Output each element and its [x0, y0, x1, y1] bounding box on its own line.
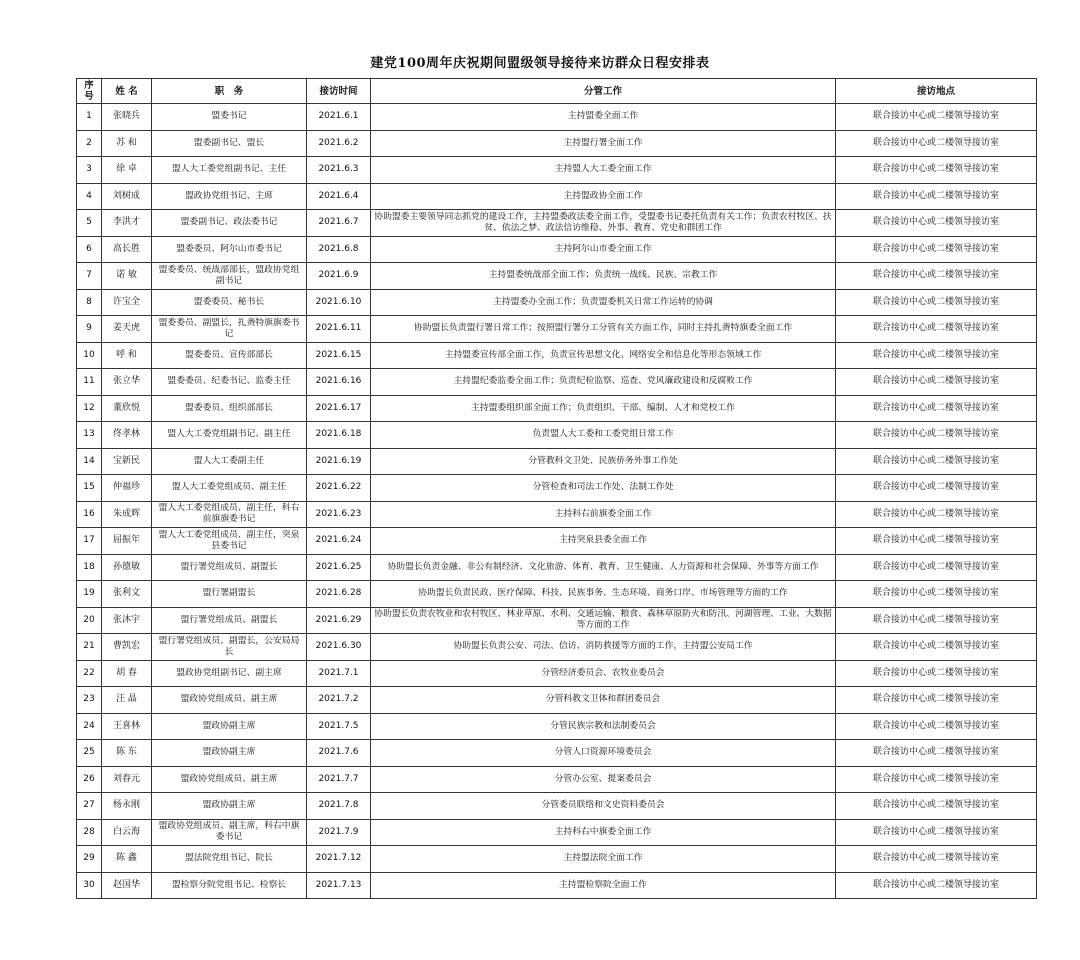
cell-position: 盟政协副主席: [152, 713, 307, 740]
cell-visit-location: 联合接访中心或二楼领导接访室: [836, 846, 1037, 873]
cell-index: 25: [77, 740, 102, 767]
header-position: 职 务: [152, 79, 307, 104]
table-row: [77, 289, 1037, 316]
cell-responsibilities: 分管委员联络和文史资料委员会: [371, 793, 836, 820]
cell-name: 佟孝林: [102, 422, 152, 449]
cell-visit-location: 联合接访中心或二楼领导接访室: [836, 554, 1037, 581]
cell-index: 24: [77, 713, 102, 740]
cell-visit-date: 2021.6.17: [307, 395, 371, 422]
cell-visit-location: 联合接访中心或二楼领导接访室: [836, 766, 1037, 793]
cell-position: 盟政协党组成员、副主席，科右中旗委书记: [152, 819, 307, 846]
cell-index: 23: [77, 687, 102, 714]
cell-visit-date: 2021.6.22: [307, 475, 371, 502]
cell-index: 29: [77, 846, 102, 873]
cell-name: 董欣悦: [102, 395, 152, 422]
cell-name: 陈 鑫: [102, 846, 152, 873]
table-row: [77, 554, 1037, 581]
cell-position: 盟人大工委副主任: [152, 448, 307, 475]
cell-name: 诺 敏: [102, 263, 152, 290]
cell-name: 曹凯宏: [102, 634, 152, 661]
cell-responsibilities: 主持盟政协全面工作: [371, 183, 836, 210]
table-row: [77, 263, 1037, 290]
cell-visit-date: 2021.6.2: [307, 130, 371, 157]
table-row: [77, 130, 1037, 157]
table-header-row: [77, 79, 1037, 104]
cell-visit-location: 联合接访中心或二楼领导接访室: [836, 793, 1037, 820]
table-row: [77, 846, 1037, 873]
cell-visit-date: 2021.6.28: [307, 581, 371, 608]
cell-responsibilities: 主持盟纪委监委全面工作；负责纪检监察、巡查、党风廉政建设和反腐败工作: [371, 369, 836, 396]
cell-index: 16: [77, 501, 102, 528]
header-index: 序号: [77, 79, 102, 104]
cell-name: 杨永刚: [102, 793, 152, 820]
cell-visit-location: 联合接访中心或二楼领导接访室: [836, 422, 1037, 449]
table-row: [77, 475, 1037, 502]
cell-responsibilities: 主持盟委组织部全面工作；负责组织、干部、编制、人才和党校工作: [371, 395, 836, 422]
cell-responsibilities: 主持突泉县委全面工作: [371, 528, 836, 555]
cell-visit-location: 联合接访中心或二楼领导接访室: [836, 872, 1037, 899]
cell-responsibilities: 协助盟长负责公安、司法、信访、消防救援等方面的工作，主持盟公安局工作: [371, 634, 836, 661]
cell-name: 张晓兵: [102, 104, 152, 131]
cell-name: 陈 东: [102, 740, 152, 767]
table-row: [77, 316, 1037, 343]
cell-visit-location: 联合接访中心或二楼领导接访室: [836, 819, 1037, 846]
cell-index: 30: [77, 872, 102, 899]
cell-name: 屈振年: [102, 528, 152, 555]
cell-position: 盟委委员、纪委书记、监委主任: [152, 369, 307, 396]
table-row: [77, 422, 1037, 449]
cell-visit-date: 2021.7.8: [307, 793, 371, 820]
cell-name: 呼 和: [102, 342, 152, 369]
cell-index: 15: [77, 475, 102, 502]
header-responsibilities: 分管工作: [371, 79, 836, 104]
cell-visit-date: 2021.6.24: [307, 528, 371, 555]
cell-visit-date: 2021.7.5: [307, 713, 371, 740]
cell-index: 18: [77, 554, 102, 581]
cell-index: 19: [77, 581, 102, 608]
cell-position: 盟委委员、阿尔山市委书记: [152, 236, 307, 263]
cell-position: 盟委委员、秘书长: [152, 289, 307, 316]
header-visit-date: 接访时间: [307, 79, 371, 104]
cell-visit-location: 联合接访中心或二楼领导接访室: [836, 369, 1037, 396]
table-row: [77, 501, 1037, 528]
cell-responsibilities: 主持盟委办全面工作；负责盟委机关日常工作运转的协调: [371, 289, 836, 316]
cell-position: 盟政协副主席: [152, 740, 307, 767]
cell-responsibilities: 分管教科文卫处、民族侨务外事工作处: [371, 448, 836, 475]
cell-index: 4: [77, 183, 102, 210]
cell-responsibilities: 主持科右前旗委全面工作: [371, 501, 836, 528]
cell-responsibilities: 协助盟委主要领导同志抓党的建设工作，主持盟委政法委全面工作，受盟委书记委托负责有关工作；负责农村牧区、扶贫、依法之梦、政法信访维稳、外事、教育、党史和群团工作: [371, 210, 836, 237]
cell-visit-date: 2021.6.7: [307, 210, 371, 237]
cell-visit-date: 2021.6.30: [307, 634, 371, 661]
cell-index: 14: [77, 448, 102, 475]
table-row: [77, 581, 1037, 608]
cell-position: 盟政协党组成员、副主席: [152, 687, 307, 714]
cell-position: 盟委委员、宣传部部长: [152, 342, 307, 369]
cell-responsibilities: 主持盟委全面工作: [371, 104, 836, 131]
cell-responsibilities: 协助盟长负责民政、医疗保障、科技、民族事务、生态环境、商务口岸、市场管理等方面的工作: [371, 581, 836, 608]
cell-visit-date: 2021.6.10: [307, 289, 371, 316]
cell-index: 12: [77, 395, 102, 422]
cell-responsibilities: 主持阿尔山市委全面工作: [371, 236, 836, 263]
cell-responsibilities: 主持盟人大工委全面工作: [371, 157, 836, 184]
cell-visit-location: 联合接访中心或二楼领导接访室: [836, 183, 1037, 210]
cell-visit-date: 2021.6.29: [307, 607, 371, 634]
cell-index: 20: [77, 607, 102, 634]
cell-index: 21: [77, 634, 102, 661]
cell-responsibilities: 分管民族宗教和法制委员会: [371, 713, 836, 740]
cell-visit-location: 联合接访中心或二楼领导接访室: [836, 687, 1037, 714]
table-body: [77, 104, 1037, 899]
cell-visit-date: 2021.7.9: [307, 819, 371, 846]
table-row: [77, 634, 1037, 661]
cell-position: 盟行署党组成员、副盟长，公安局局长: [152, 634, 307, 661]
cell-visit-date: 2021.6.3: [307, 157, 371, 184]
schedule-table: [76, 78, 1037, 899]
cell-position: 盟人大工委党组成员、副主任，科右前旗旗委书记: [152, 501, 307, 528]
table-row: [77, 528, 1037, 555]
cell-visit-location: 联合接访中心或二楼领导接访室: [836, 501, 1037, 528]
cell-visit-location: 联合接访中心或二楼领导接访室: [836, 740, 1037, 767]
cell-responsibilities: 分管人口资源环境委员会: [371, 740, 836, 767]
cell-position: 盟政协副主席: [152, 793, 307, 820]
cell-visit-date: 2021.7.2: [307, 687, 371, 714]
cell-visit-date: 2021.6.9: [307, 263, 371, 290]
cell-name: 张立华: [102, 369, 152, 396]
cell-responsibilities: 分管科教文卫体和群团委员会: [371, 687, 836, 714]
cell-index: 8: [77, 289, 102, 316]
cell-index: 7: [77, 263, 102, 290]
cell-responsibilities: 主持盟检察院全面工作: [371, 872, 836, 899]
table-row: [77, 157, 1037, 184]
cell-position: 盟人大工委党组成员、副主任: [152, 475, 307, 502]
cell-index: 22: [77, 660, 102, 687]
cell-name: 苏 和: [102, 130, 152, 157]
cell-visit-date: 2021.6.8: [307, 236, 371, 263]
cell-visit-location: 联合接访中心或二楼领导接访室: [836, 342, 1037, 369]
header-name: 姓 名: [102, 79, 152, 104]
cell-responsibilities: 分管检查和司法工作处、法制工作处: [371, 475, 836, 502]
cell-responsibilities: 主持盟委宣传部全面工作，负责宣传思想文化、网络安全和信息化等形态领域工作: [371, 342, 836, 369]
cell-visit-date: 2021.6.18: [307, 422, 371, 449]
cell-visit-date: 2021.6.4: [307, 183, 371, 210]
cell-position: 盟委委员、副盟长，扎赉特旗旗委书记: [152, 316, 307, 343]
cell-index: 6: [77, 236, 102, 263]
table-row: [77, 660, 1037, 687]
cell-position: 盟行署党组成员、副盟长: [152, 554, 307, 581]
table-row: [77, 342, 1037, 369]
cell-position: 盟政协党组书记、主席: [152, 183, 307, 210]
cell-responsibilities: 分管办公室、提案委员会: [371, 766, 836, 793]
cell-position: 盟政协党组成员、副主席: [152, 766, 307, 793]
cell-responsibilities: 分管经济委员会、农牧业委员会: [371, 660, 836, 687]
cell-visit-location: 联合接访中心或二楼领导接访室: [836, 316, 1037, 343]
cell-responsibilities: 协助盟长负责农牧业和农村牧区、林业草原、水利、交通运输、粮食、森林草原防火和防汛、河湖管理、工业、大数据等方面的工作: [371, 607, 836, 634]
cell-name: 高长胜: [102, 236, 152, 263]
cell-visit-location: 联合接访中心或二楼领导接访室: [836, 660, 1037, 687]
table-row: [77, 210, 1037, 237]
table-row: [77, 395, 1037, 422]
cell-name: 姜天虎: [102, 316, 152, 343]
cell-visit-date: 2021.6.16: [307, 369, 371, 396]
cell-visit-location: 联合接访中心或二楼领导接访室: [836, 713, 1037, 740]
cell-visit-location: 联合接访中心或二楼领导接访室: [836, 157, 1037, 184]
cell-responsibilities: 协助盟长负责金融、非公有制经济、文化旅游、体育、教育、卫生健康、人力资源和社会保障、外事等方面工作: [371, 554, 836, 581]
cell-position: 盟人大工委党组成员、副主任，突泉县委书记: [152, 528, 307, 555]
cell-visit-date: 2021.6.11: [307, 316, 371, 343]
cell-position: 盟行署副盟长: [152, 581, 307, 608]
cell-index: 27: [77, 793, 102, 820]
cell-index: 5: [77, 210, 102, 237]
cell-responsibilities: 主持科右中旗委全面工作: [371, 819, 836, 846]
cell-position: 盟委副书记、政法委书记: [152, 210, 307, 237]
cell-name: 宝新民: [102, 448, 152, 475]
table-row: [77, 104, 1037, 131]
cell-name: 张利文: [102, 581, 152, 608]
cell-position: 盟行署党组成员、副盟长: [152, 607, 307, 634]
cell-name: 张沐宇: [102, 607, 152, 634]
table-row: [77, 236, 1037, 263]
cell-index: 26: [77, 766, 102, 793]
cell-name: 仲福珍: [102, 475, 152, 502]
cell-visit-date: 2021.6.1: [307, 104, 371, 131]
table-row: [77, 766, 1037, 793]
cell-visit-date: 2021.6.25: [307, 554, 371, 581]
cell-visit-date: 2021.6.19: [307, 448, 371, 475]
cell-index: 28: [77, 819, 102, 846]
document-title: 建党100周年庆祝期间盟级领导接待来访群众日程安排表: [370, 56, 710, 71]
cell-name: 刘春元: [102, 766, 152, 793]
cell-name: 许宝全: [102, 289, 152, 316]
cell-responsibilities: 主持盟行署全面工作: [371, 130, 836, 157]
cell-position: 盟委委员、组织部部长: [152, 395, 307, 422]
cell-name: 王喜林: [102, 713, 152, 740]
cell-name: 徐 卓: [102, 157, 152, 184]
cell-position: 盟委书记: [152, 104, 307, 131]
cell-name: 李洪才: [102, 210, 152, 237]
table-row: [77, 448, 1037, 475]
cell-visit-date: 2021.7.1: [307, 660, 371, 687]
cell-name: 朱成辉: [102, 501, 152, 528]
table-row: [77, 687, 1037, 714]
table-row: [77, 607, 1037, 634]
cell-responsibilities: 协助盟长负责盟行署日常工作；按照盟行署分工分管有关方面工作，同时主持扎赉特旗委全面工作: [371, 316, 836, 343]
cell-responsibilities: 负责盟人大工委和工委党组日常工作: [371, 422, 836, 449]
cell-visit-location: 联合接访中心或二楼领导接访室: [836, 210, 1037, 237]
table-row: [77, 793, 1037, 820]
cell-position: 盟委委员、统战部部长，盟政协党组副书记: [152, 263, 307, 290]
cell-position: 盟检察分院党组书记、检察长: [152, 872, 307, 899]
cell-index: 1: [77, 104, 102, 131]
cell-visit-location: 联合接访中心或二楼领导接访室: [836, 104, 1037, 131]
table-row: [77, 713, 1037, 740]
cell-visit-date: 2021.7.7: [307, 766, 371, 793]
table-row: [77, 819, 1037, 846]
cell-visit-date: 2021.7.12: [307, 846, 371, 873]
cell-index: 13: [77, 422, 102, 449]
cell-visit-location: 联合接访中心或二楼领导接访室: [836, 581, 1037, 608]
cell-visit-date: 2021.6.23: [307, 501, 371, 528]
cell-visit-location: 联合接访中心或二楼领导接访室: [836, 395, 1037, 422]
cell-name: 赵国华: [102, 872, 152, 899]
cell-visit-location: 联合接访中心或二楼领导接访室: [836, 289, 1037, 316]
cell-index: 3: [77, 157, 102, 184]
table-row: [77, 872, 1037, 899]
cell-position: 盟法院党组书记、院长: [152, 846, 307, 873]
cell-index: 9: [77, 316, 102, 343]
table-row: [77, 183, 1037, 210]
cell-visit-date: 2021.7.6: [307, 740, 371, 767]
cell-index: 17: [77, 528, 102, 555]
cell-index: 10: [77, 342, 102, 369]
cell-position: 盟政协党组副书记、副主席: [152, 660, 307, 687]
cell-index: 11: [77, 369, 102, 396]
cell-visit-location: 联合接访中心或二楼领导接访室: [836, 263, 1037, 290]
cell-visit-date: 2021.6.15: [307, 342, 371, 369]
table-row: [77, 740, 1037, 767]
cell-name: 孙德敏: [102, 554, 152, 581]
cell-position: 盟委副书记、盟长: [152, 130, 307, 157]
cell-responsibilities: 主持盟法院全面工作: [371, 846, 836, 873]
cell-index: 2: [77, 130, 102, 157]
cell-responsibilities: 主持盟委统战部全面工作；负责统一战线、民族、宗教工作: [371, 263, 836, 290]
cell-visit-location: 联合接访中心或二楼领导接访室: [836, 448, 1037, 475]
cell-name: 白云海: [102, 819, 152, 846]
cell-visit-location: 联合接访中心或二楼领导接访室: [836, 634, 1037, 661]
cell-name: 胡 春: [102, 660, 152, 687]
table-row: [77, 369, 1037, 396]
cell-visit-location: 联合接访中心或二楼领导接访室: [836, 236, 1037, 263]
cell-visit-location: 联合接访中心或二楼领导接访室: [836, 130, 1037, 157]
cell-visit-date: 2021.7.13: [307, 872, 371, 899]
cell-visit-location: 联合接访中心或二楼领导接访室: [836, 475, 1037, 502]
cell-position: 盟人大工委党组副书记、副主任: [152, 422, 307, 449]
cell-position: 盟人大工委党组副书记、主任: [152, 157, 307, 184]
cell-name: 汪 晶: [102, 687, 152, 714]
header-visit-location: 接访地点: [836, 79, 1037, 104]
cell-visit-location: 联合接访中心或二楼领导接访室: [836, 607, 1037, 634]
cell-visit-location: 联合接访中心或二楼领导接访室: [836, 528, 1037, 555]
cell-name: 刘树成: [102, 183, 152, 210]
